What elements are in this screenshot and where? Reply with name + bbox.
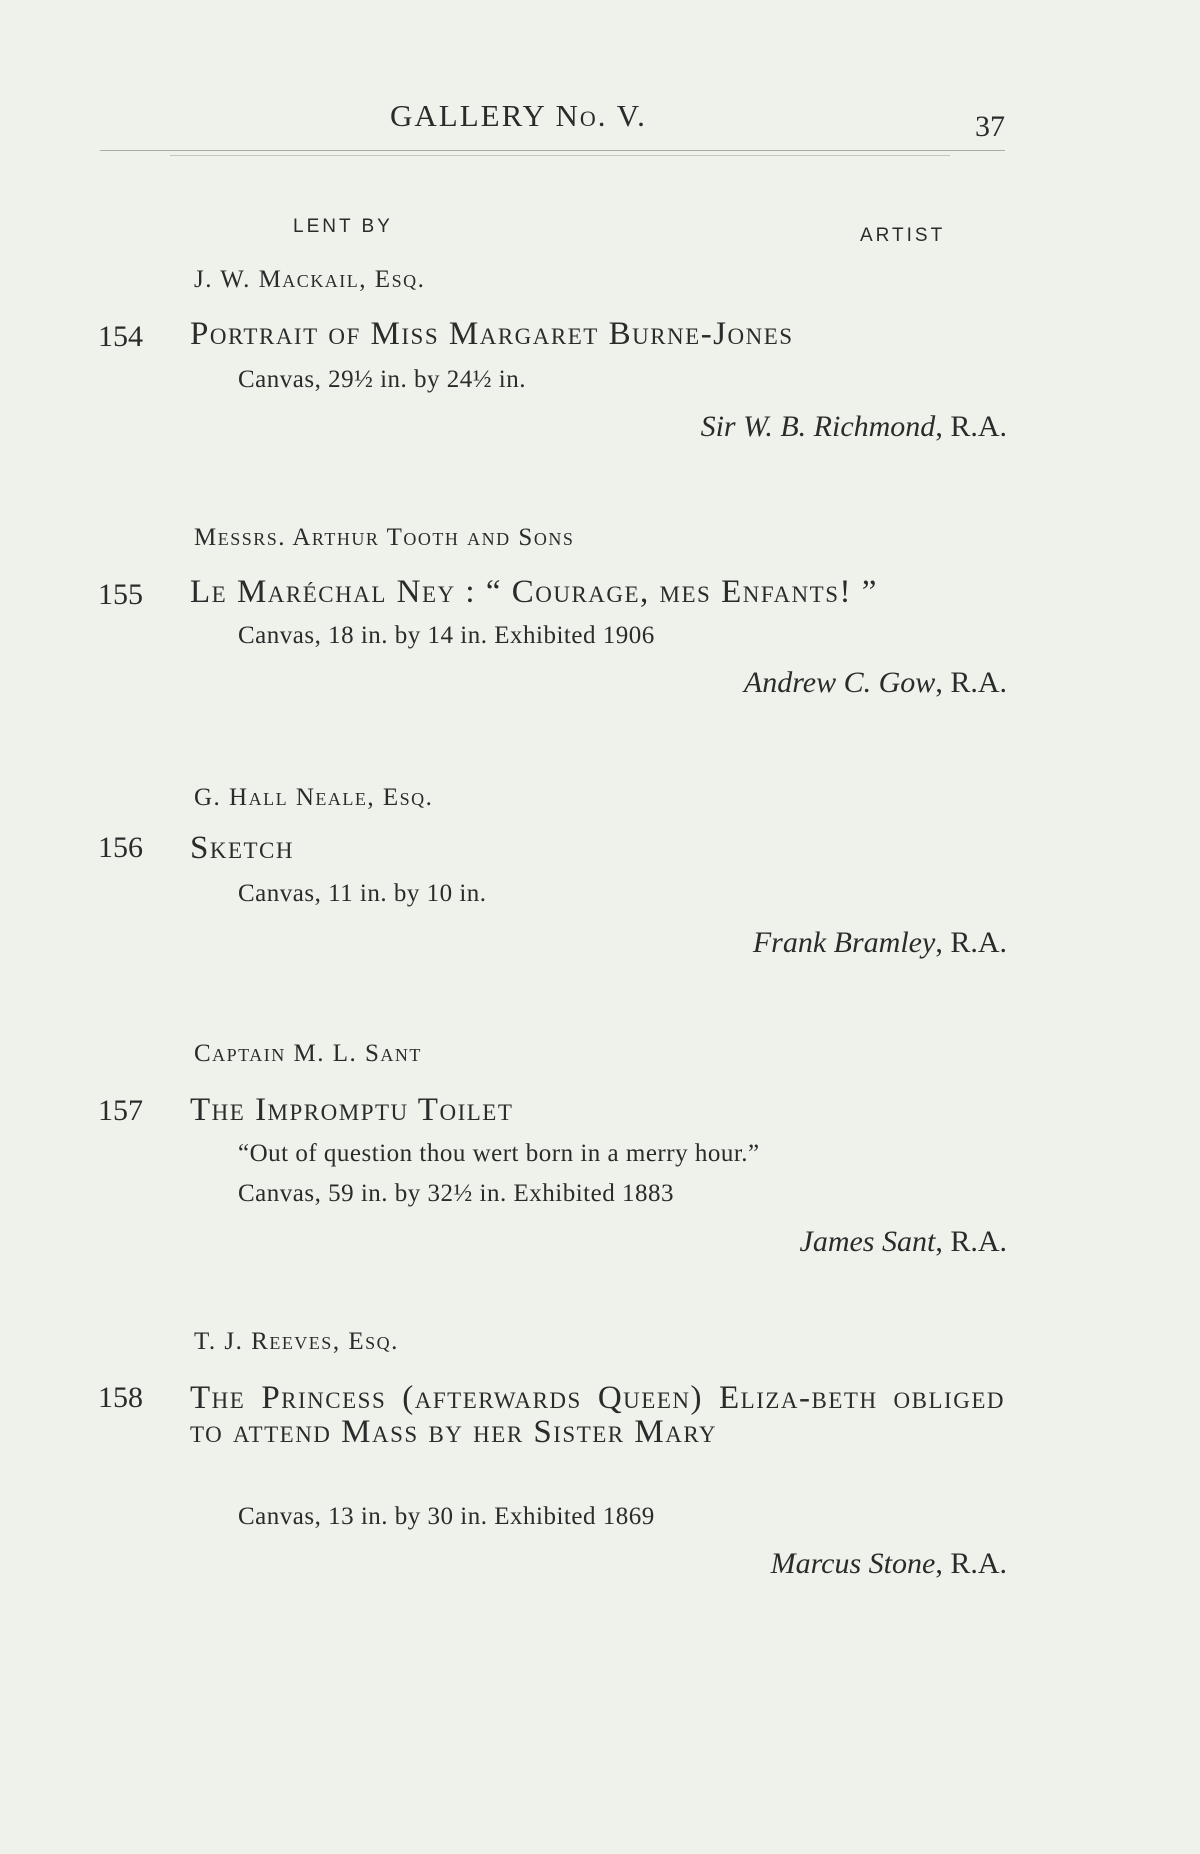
lender-name: J. W. Mackail, Esq.: [194, 266, 426, 293]
canvas-details: Canvas, 18 in. by 14 in. Exhibited 1906: [238, 622, 655, 649]
artwork-title: Portrait of Miss Margaret Burne-Jones: [190, 316, 794, 352]
header-rule-faint: [170, 155, 950, 156]
header-rule: [100, 150, 1005, 151]
lender-name: Messrs. Arthur Tooth and Sons: [194, 524, 575, 551]
catalogue-number: 156: [98, 831, 143, 864]
artwork-title: The Princess (afterwards Queen) Eliza-beth obliged to attend Mass by her Sister Mary: [190, 1380, 1005, 1450]
lent-by-column-label: LENT BY: [293, 216, 393, 237]
artist-name: Sir W. B. Richmond: [700, 410, 936, 443]
catalogue-number: 158: [98, 1381, 143, 1414]
canvas-details: Canvas, 29½ in. by 24½ in.: [238, 366, 526, 393]
artist-suffix: , R.A.: [935, 926, 1007, 959]
artist-name: Marcus Stone: [770, 1547, 936, 1580]
page-number: 37: [975, 110, 1005, 143]
artist-suffix: , R.A.: [935, 1225, 1007, 1258]
artist-credit: [744, 666, 1007, 700]
running-head: GALLERY No. V.: [390, 98, 647, 133]
canvas-details: Canvas, 11 in. by 10 in.: [238, 880, 487, 907]
artist-suffix: , R.A.: [935, 410, 1007, 443]
catalogue-number: 155: [98, 578, 143, 611]
artwork-title: Sketch: [190, 830, 295, 866]
artwork-title: Le Maréchal Ney : “ Courage, mes Enfants! ”: [190, 574, 878, 610]
artist-credit: [701, 410, 1007, 444]
quotation: “Out of question thou wert born in a merry hour.”: [238, 1140, 760, 1167]
lender-name: T. J. Reeves, Esq.: [194, 1328, 399, 1355]
artist-suffix: , R.A.: [935, 1547, 1007, 1580]
lender-name: Captain M. L. Sant: [194, 1040, 422, 1067]
artist-column-label: ARTIST: [860, 225, 946, 246]
artist-name: James Sant: [799, 1225, 936, 1258]
artist-credit: [753, 926, 1007, 960]
catalogue-number: 157: [98, 1094, 143, 1127]
artist-name: Andrew C. Gow: [743, 666, 936, 699]
artist-credit: [800, 1225, 1008, 1259]
canvas-details: Canvas, 59 in. by 32½ in. Exhibited 1883: [238, 1180, 674, 1207]
artist-suffix: , R.A.: [935, 666, 1007, 699]
catalogue-number: 154: [98, 320, 143, 353]
artist-credit: [771, 1547, 1007, 1581]
artwork-title: The Impromptu Toilet: [190, 1092, 514, 1128]
canvas-details: Canvas, 13 in. by 30 in. Exhibited 1869: [238, 1503, 655, 1530]
artist-name: Frank Bramley: [752, 926, 936, 959]
lender-name: G. Hall Neale, Esq.: [194, 784, 434, 811]
